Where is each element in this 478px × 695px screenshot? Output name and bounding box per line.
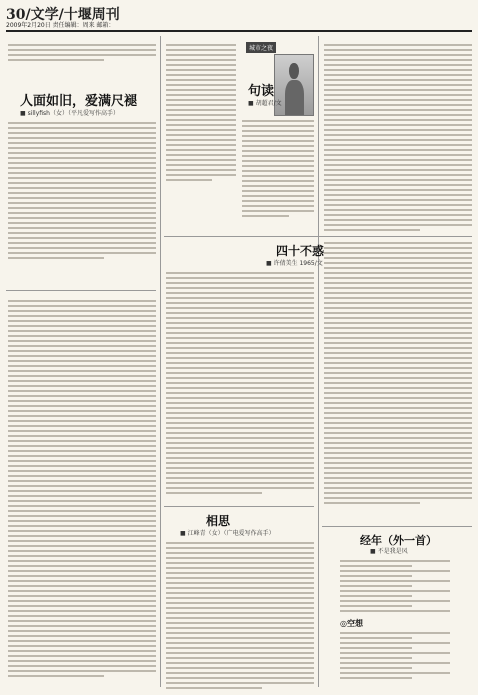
article-body — [324, 44, 472, 234]
poem-body — [340, 632, 450, 682]
poem-title: ◎空想 — [340, 618, 363, 628]
article-byline: ■ sillyfish（女）（平凡爱写作高手） — [20, 110, 119, 117]
section-tag: 城市之夜 — [246, 42, 276, 53]
section-rule — [322, 526, 472, 527]
column-rule — [318, 36, 319, 687]
article-body — [242, 120, 314, 220]
article-body — [8, 122, 156, 262]
section-rule — [6, 290, 156, 291]
article-body — [166, 44, 236, 184]
article-byline: ■ 不是我是风 — [370, 548, 408, 555]
page-header — [6, 4, 472, 32]
article-headline: 相思 — [206, 514, 231, 528]
article-body — [324, 242, 472, 507]
article-body — [166, 542, 314, 692]
section-rule — [164, 506, 314, 507]
masthead: 30/文学/十堰周刊 — [6, 7, 120, 23]
poem-body — [340, 560, 450, 615]
article-headline: 人面如旧，爱满尺褪 — [20, 94, 138, 109]
article-byline: ■ 胡超君/文 — [248, 100, 282, 107]
section-rule — [164, 236, 472, 237]
article-body — [8, 300, 156, 680]
article-body — [8, 44, 156, 64]
article-headline: 四十不惑 — [276, 244, 325, 258]
article-byline: ■ 江峰青（女）（广电爱写作高手） — [180, 530, 275, 537]
article-headline: 经年（外一首） — [360, 534, 437, 547]
article-byline: ■ 许倩美生 1965/文 — [266, 260, 323, 267]
column-rule — [160, 36, 161, 687]
article-headline: 句读 — [248, 84, 275, 99]
dateline: 2009年2月20日 责任编辑：周来 邮箱： — [6, 22, 115, 29]
article-body — [166, 272, 314, 497]
